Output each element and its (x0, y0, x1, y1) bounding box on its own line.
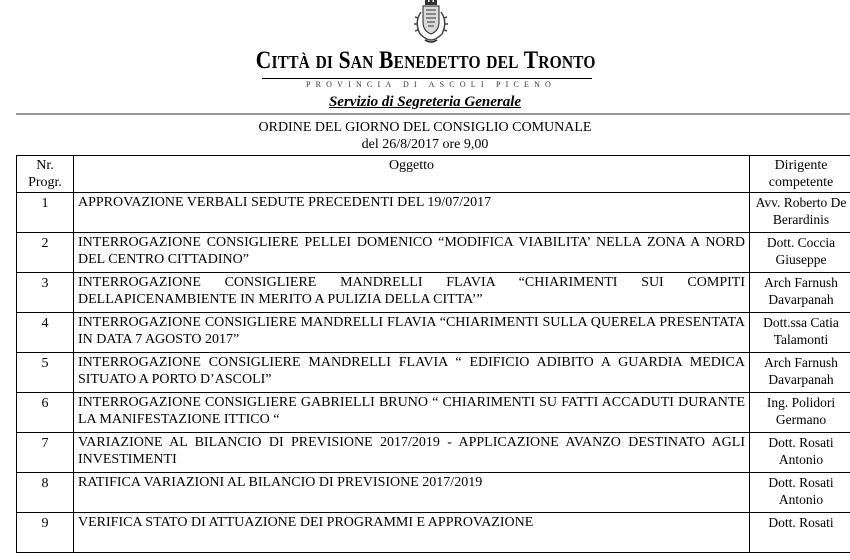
row-subject: APPROVAZIONE VERBALI SEDUTE PRECEDENTI DEL 19/07/2017 (74, 193, 750, 233)
row-number: 9 (17, 513, 74, 553)
city-underline (262, 78, 592, 79)
row-number: 7 (17, 433, 74, 473)
row-manager: Dott. Rosati (750, 513, 850, 553)
header-divider (16, 113, 850, 115)
row-manager: Dott.ssa Catia Talamonti (750, 313, 850, 353)
row-number: 4 (17, 313, 74, 353)
row-manager: Avv. Roberto De Berardinis (750, 193, 850, 233)
table-row (17, 273, 850, 313)
table-row (17, 193, 850, 233)
table-header-row (17, 156, 850, 193)
row-manager: Arch Farnush Davarpanah (750, 353, 850, 393)
agenda-title: ORDINE DEL GIORNO DEL CONSIGLIO COMUNALE (258, 120, 592, 135)
row-subject: VARIAZIONE AL BILANCIO DI PREVISIONE 2017/2019 - APPLICAZIONE AVANZO DESTINATO AGLI INVESTIMENTI (74, 433, 750, 473)
row-subject: INTERROGAZIONE CONSIGLIERE MANDRELLI FLAVIA “ EDIFICIO ADIBITO A GUARDIA MEDICA SITUATO A PORTO D’ASCOLI” (74, 353, 750, 393)
row-subject: RATIFICA VARIAZIONI AL BILANCIO DI PREVISIONE 2017/2019 (74, 473, 750, 513)
row-subject: INTERROGAZIONE CONSIGLIERE MANDRELLI FLAVIA “CHIARIMENTI SULLA QUERELA PRESENTATA IN DATA 7 AGOSTO 2017” (74, 313, 750, 353)
row-number: 6 (17, 393, 74, 433)
table-row (17, 353, 850, 393)
city-name: Città di San Benedetto del Tronto (255, 47, 596, 74)
header-subject: Oggetto (74, 156, 750, 193)
row-subject: INTERROGAZIONE CONSIGLIERE PELLEI DOMENICO “MODIFICA VIABILITA’ NELLA ZONA A NORD DEL CENTRO CITTADINO” (74, 233, 750, 273)
row-number: 2 (17, 233, 74, 273)
table-row (17, 513, 850, 553)
agenda-table (16, 155, 850, 553)
table-row (17, 233, 850, 273)
row-number: 8 (17, 473, 74, 513)
row-number: 1 (17, 193, 74, 233)
row-manager: Dott. Rosati Antonio (750, 433, 850, 473)
row-subject: INTERROGAZIONE CONSIGLIERE MANDRELLI FLAVIA “CHIARIMENTI SUI COMPITI DELLAPICENAMBIENTE IN MERITO A PULIZIA DELLA CITTA’” (74, 273, 750, 313)
row-subject: INTERROGAZIONE CONSIGLIERE GABRIELLI BRUNO “ CHIARIMENTI SU FATTI ACCADUTI DURANTE LA MANIFESTAZIONE ITTICO “ (74, 393, 750, 433)
table-row (17, 473, 850, 513)
row-manager: Dott. Coccia Giuseppe (750, 233, 850, 273)
row-manager: Ing. Polidori Germano (750, 393, 850, 433)
table-row (17, 313, 850, 353)
province-name: PROVINCIA DI ASCOLI PICENO (305, 80, 557, 89)
header-manager: Dirigente competente (750, 156, 850, 193)
table-row (17, 433, 850, 473)
row-subject: VERIFICA STATO DI ATTUAZIONE DEI PROGRAMMI E APPROVAZIONE (74, 513, 750, 553)
row-number: 3 (17, 273, 74, 313)
header-number: Nr. Progr. (17, 156, 74, 193)
row-number: 5 (17, 353, 74, 393)
agenda-date: del 26/8/2017 ore 9,00 (361, 137, 489, 152)
service-name: Servizio di Segreteria Generale (328, 94, 522, 110)
row-manager: Dott. Rosati Antonio (750, 473, 850, 513)
row-manager: Arch Farnush Davarpanah (750, 273, 850, 313)
table-row (17, 393, 850, 433)
city-crest-icon (406, 0, 456, 46)
